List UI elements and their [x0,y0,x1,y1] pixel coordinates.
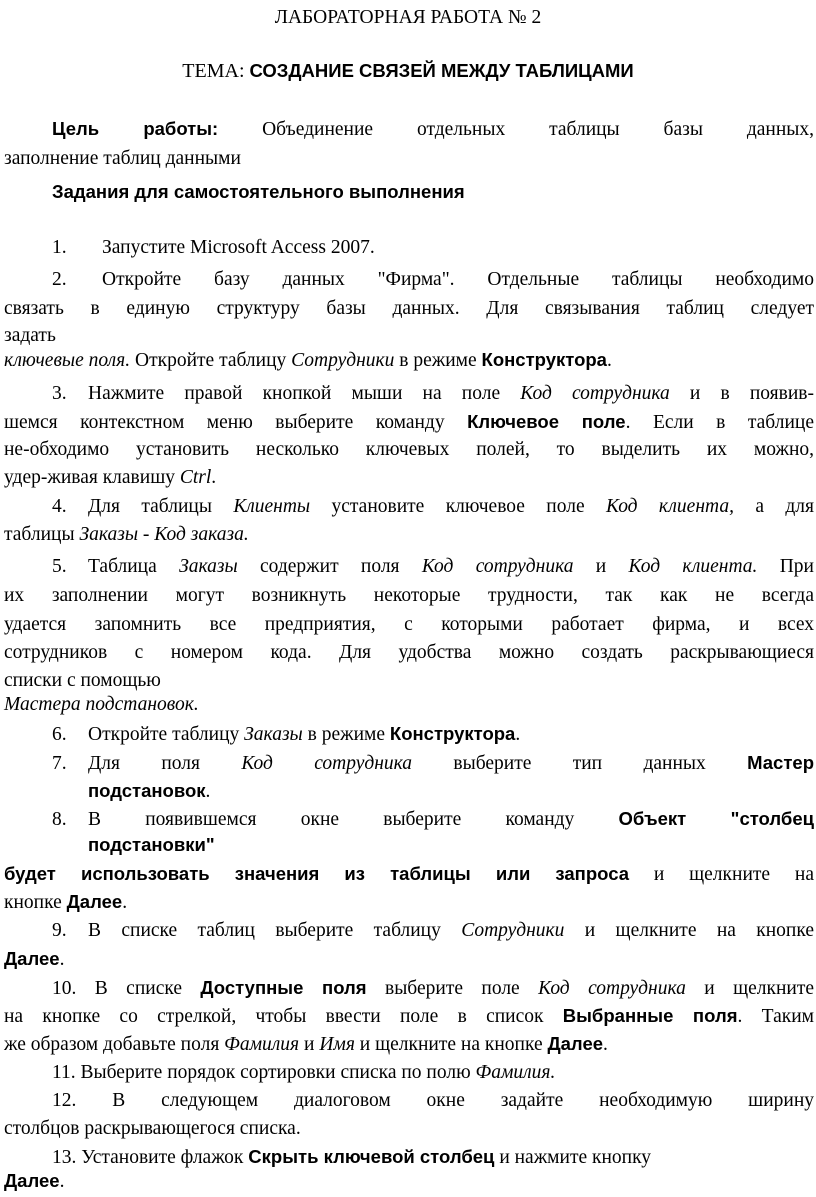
goal-line-1 [4,115,814,145]
step-10-line-1: 10. В списке Доступные поля выберите поле Код сотрудника и щелкните [52,977,814,999]
step-12-line-1: 12. В следующем диалоговом окне задайте необходимую ширину [52,1090,814,1111]
step-5-line-4: сотрудников с номером кода. Для удобства можно создать раскрывающиеся [4,642,814,663]
step-5-line-3: удается запомнить все предприятия, с которыми работает фирма, и всех [4,614,814,635]
step-8-line-3: будет использовать значения из таблицы или запроса и щелкните на [4,863,814,885]
step-5-line-5: списки с помощью [4,670,161,691]
step-5-line-1: 5. Таблица Заказы содержит поля Код сотрудника и Код клиента. При [52,556,814,577]
step-12-line-2: столбцов раскрывающегося списка. [4,1118,301,1139]
step-2-line-4: ключевые поля. Откройте таблицу Сотрудники в режиме Конструктора. [4,349,612,371]
step-8-line-1: 8. В появившемся окне выберите команду Объект "столбец [52,808,814,830]
topic-heading [0,60,816,83]
goal-label: Цель работы: [52,118,219,139]
step-9-line-2: Далее. [4,948,65,970]
step-10-line-3: же образом добавьте поля Фамилия и Имя и щелкните на кнопке Далее. [4,1033,608,1055]
step-7-line-2: подстановок. [88,780,211,802]
step-7-line-1: 7. Для поля Код сотрудника выберите тип данных Мастер [52,752,814,774]
step-3-line-1: 3. Нажмите правой кнопкой мыши на поле Код сотрудника и в появив- [52,383,814,404]
step-3-line-2: шемся контекстном меню выберите команду Ключевое поле. Если в таблице [4,411,814,433]
step-8-line-4: кнопке Далее. [4,891,128,913]
step-2-line-2: связать в единую структуру базы данных. Для связывания таблиц следует [4,298,814,319]
step-8-line-2: подстановки" [88,834,215,855]
step-4-line-2: таблицы Заказы - Код заказа. [4,524,249,545]
step-9-line-1: 9. В списке таблиц выберите таблицу Сотрудники и щелкните на кнопке [52,920,814,941]
tasks-heading: Задания для самостоятельного выполнения [52,181,465,202]
step-13-line-2: Далее. [4,1170,65,1192]
topic-prefix: ТЕМА: [182,60,250,82]
lab-title: ЛАБОРАТОРНАЯ РАБОТА № 2 [274,7,542,28]
step-4-line-1: 4. Для таблицы Клиенты установите ключевое поле Код клиента, а для [52,496,814,517]
step-11: 11. Выберите порядок сортировки списка по полю Фамилия. [52,1062,556,1083]
step-2-line-3: задать [4,325,56,346]
step-1: 1. Запустите Microsoft Access 2007. [52,237,375,258]
step-2-line-1: 2. Откройте базу данных "Фирма". Отдельные таблицы необходимо [52,269,814,290]
step-3-line-4: удер-живая клавишу Ctrl. [4,467,217,488]
topic-text: СОЗДАНИЕ СВЯЗЕЙ МЕЖДУ ТАБЛИЦАМИ [249,60,634,81]
step-5-line-2: их заполнении могут возникнуть некоторые трудности, так как не всегда [4,585,814,606]
goal-text-1: Объединение отдельных таблицы базы данных, [218,119,815,140]
goal-line-2: заполнение таблиц данными [4,148,241,169]
step-5-line-6: Мастера подстановок. [4,694,199,715]
step-13-line-1: 13. Установите флажок Скрыть ключевой столбец и нажмите кнопку [52,1146,652,1168]
step-10-line-2: на кнопке со стрелкой, чтобы ввести поле в список Выбранные поля. Таким [4,1005,814,1027]
step-3-line-3: не-обходимо установить несколько ключевых полей, то выделить их можно, [4,439,814,460]
step-6: 6. Откройте таблицу Заказы в режиме Конструктора. [52,723,521,745]
